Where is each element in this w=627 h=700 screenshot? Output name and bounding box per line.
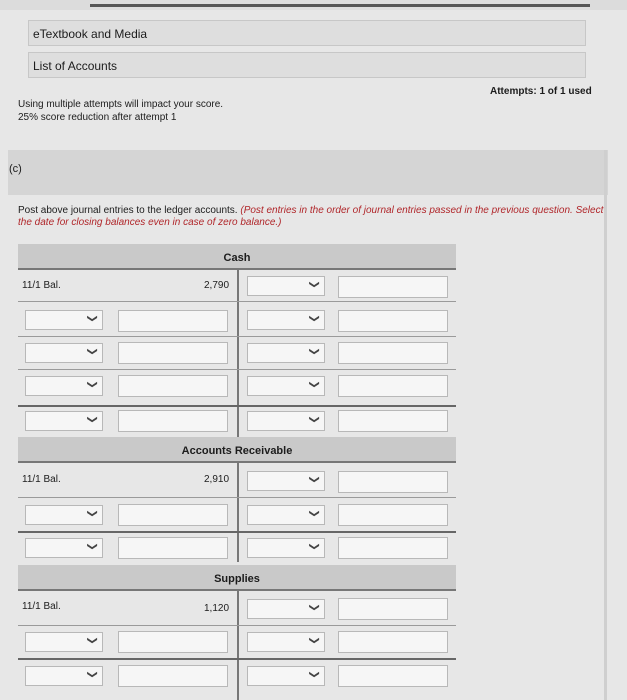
- cash-credit-date-select-3[interactable]: [247, 343, 325, 363]
- supplies-credit-date-select-1[interactable]: [247, 599, 325, 619]
- supplies-balance-amount-input-credit[interactable]: [338, 665, 448, 687]
- supplies-balance-date-select-credit[interactable]: [247, 666, 325, 686]
- row-separator: [18, 369, 456, 370]
- cash-debit-amount-input-2[interactable]: [118, 342, 228, 364]
- ar-balance-date-select-debit[interactable]: [25, 538, 103, 558]
- supplies-balance-date-select-debit[interactable]: [25, 666, 103, 686]
- ar-balance-date-select-credit[interactable]: [247, 538, 325, 558]
- cash-credit-amount-input-4[interactable]: [338, 375, 448, 397]
- cash-balance-date-select-credit[interactable]: [247, 411, 325, 431]
- supplies-credit-amount-input-1[interactable]: [338, 598, 448, 620]
- supplies-t-line: [237, 591, 239, 700]
- supplies-account-title: Supplies: [18, 565, 456, 591]
- warning-line-2: 25% score reduction after attempt 1: [18, 112, 177, 123]
- etextbook-button[interactable]: eTextbook and Media: [28, 20, 586, 46]
- cash-credit-amount-input-2[interactable]: [338, 310, 448, 332]
- attempts-warning: [18, 98, 223, 124]
- top-divider: [90, 4, 590, 7]
- cash-credit-date-select-4[interactable]: [247, 376, 325, 396]
- supplies-opening-amount: 1,120: [204, 603, 230, 614]
- instructions: [18, 205, 608, 229]
- cash-opening-date: 11/1 Bal.: [22, 280, 61, 291]
- cash-debit-date-select-3[interactable]: [25, 376, 103, 396]
- cash-opening-amount: 2,790: [204, 280, 230, 291]
- ar-t-line: [237, 463, 239, 562]
- total-rule: [18, 405, 456, 407]
- total-rule: [18, 658, 456, 660]
- ar-opening-amount: 2,910: [204, 474, 230, 485]
- cash-credit-amount-input-3[interactable]: [338, 342, 448, 364]
- cash-balance-amount-input-credit[interactable]: [338, 410, 448, 432]
- cash-debit-date-select-1[interactable]: [25, 310, 103, 330]
- cash-debit-amount-input-1[interactable]: [118, 310, 228, 332]
- row-separator: [18, 625, 456, 626]
- supplies-opening-date: 11/1 Bal.: [22, 601, 61, 612]
- cash-debit-amount-input-3[interactable]: [118, 375, 228, 397]
- supplies-balance-amount-input-debit[interactable]: [118, 665, 228, 687]
- row-separator: [18, 336, 456, 337]
- cash-balance-amount-input-debit[interactable]: [118, 410, 228, 432]
- attempts-status: Attempts: 1 of 1 used: [490, 86, 592, 97]
- part-header: [8, 150, 608, 195]
- part-label: (c): [9, 163, 22, 175]
- ar-debit-date-select-1[interactable]: [25, 505, 103, 525]
- cash-credit-date-select-1[interactable]: [247, 276, 325, 296]
- supplies-credit-amount-input-2[interactable]: [338, 631, 448, 653]
- cash-account-title: Cash: [18, 244, 456, 270]
- row-separator: [18, 497, 456, 498]
- cash-credit-date-select-2[interactable]: [247, 310, 325, 330]
- ar-balance-amount-input-credit[interactable]: [338, 537, 448, 559]
- ar-credit-amount-input-2[interactable]: [338, 504, 448, 526]
- ar-balance-amount-input-debit[interactable]: [118, 537, 228, 559]
- cash-balance-date-select-debit[interactable]: [25, 411, 103, 431]
- supplies-debit-amount-input-1[interactable]: [118, 631, 228, 653]
- ar-credit-amount-input-1[interactable]: [338, 471, 448, 493]
- warning-line-1: Using multiple attempts will impact your score.: [18, 99, 224, 110]
- ar-opening-date: 11/1 Bal.: [22, 474, 61, 485]
- row-separator: [18, 301, 456, 302]
- total-rule: [18, 531, 456, 533]
- cash-t-line: [237, 270, 239, 437]
- instruction-main: Post above journal entries to the ledger accounts.: [18, 205, 238, 216]
- ar-account-title: Accounts Receivable: [18, 437, 456, 463]
- cash-credit-amount-input-1[interactable]: [338, 276, 448, 298]
- list-of-accounts-button[interactable]: List of Accounts: [28, 52, 586, 78]
- cash-debit-date-select-2[interactable]: [25, 343, 103, 363]
- ar-credit-date-select-1[interactable]: [247, 471, 325, 491]
- top-bar: [0, 0, 627, 10]
- page-edge: [604, 150, 607, 700]
- supplies-debit-date-select-1[interactable]: [25, 632, 103, 652]
- instruction-note: (Post entries in the order of journal entries passed in the previous question. Select the date for closing balances even in case of zero balance.): [18, 205, 604, 228]
- ar-debit-amount-input-1[interactable]: [118, 504, 228, 526]
- supplies-credit-date-select-2[interactable]: [247, 632, 325, 652]
- ar-credit-date-select-2[interactable]: [247, 505, 325, 525]
